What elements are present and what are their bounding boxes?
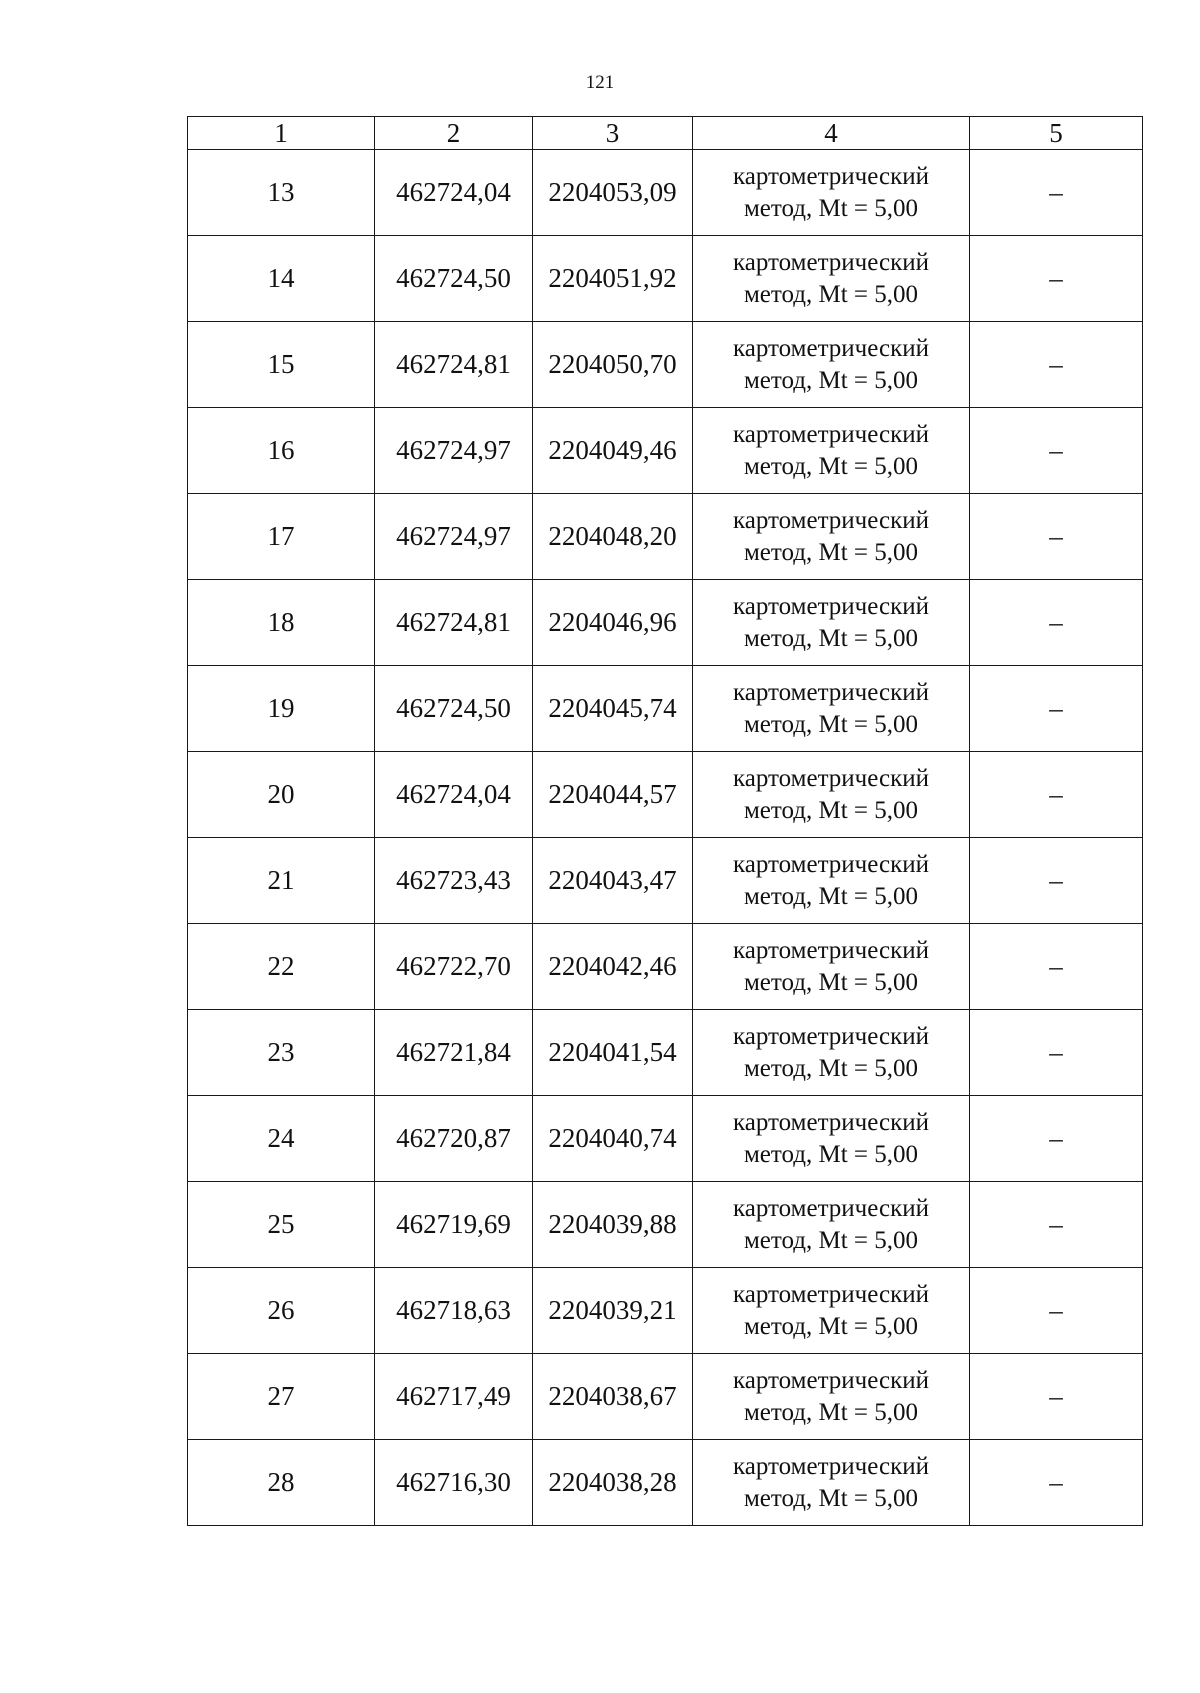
coordinates-table — [187, 116, 1143, 1526]
table-row — [188, 1440, 1143, 1526]
note-cell: – — [970, 1354, 1143, 1440]
method-line-1: картометрический — [733, 850, 929, 878]
page-number: 121 — [585, 72, 615, 93]
method-cell — [693, 1268, 970, 1354]
method-cell — [693, 1440, 970, 1526]
x-coordinate-cell: 462720,87 — [375, 1096, 533, 1182]
y-coordinate-cell: 2204040,74 — [533, 1096, 693, 1182]
header-col-2: 2 — [375, 117, 533, 150]
method-line-1: картометрический — [733, 1108, 929, 1136]
method-line-2: метод, Mt = 5,00 — [743, 624, 919, 652]
note-cell: – — [970, 1010, 1143, 1096]
x-coordinate-cell: 462716,30 — [375, 1440, 533, 1526]
y-coordinate-cell: 2204038,28 — [533, 1440, 693, 1526]
point-number-cell: 22 — [188, 924, 375, 1010]
x-coordinate-cell: 462724,50 — [375, 666, 533, 752]
method-line-1: картометрический — [733, 936, 929, 964]
header-col-3: 3 — [533, 117, 693, 150]
method-line-2: метод, Mt = 5,00 — [743, 366, 919, 394]
point-number-cell: 15 — [188, 322, 375, 408]
point-number-cell: 28 — [188, 1440, 375, 1526]
method-cell — [693, 494, 970, 580]
table-row — [188, 924, 1143, 1010]
table-body — [188, 150, 1143, 1526]
note-cell: – — [970, 150, 1143, 236]
table-row — [188, 666, 1143, 752]
method-line-2: метод, Mt = 5,00 — [743, 538, 919, 566]
method-line-1: картометрический — [733, 248, 929, 276]
header-col-5: 5 — [970, 117, 1143, 150]
table-row — [188, 408, 1143, 494]
point-number-cell: 16 — [188, 408, 375, 494]
table-row — [188, 1096, 1143, 1182]
x-coordinate-cell: 462724,97 — [375, 494, 533, 580]
method-line-1: картометрический — [733, 764, 929, 792]
y-coordinate-cell: 2204043,47 — [533, 838, 693, 924]
method-cell — [693, 580, 970, 666]
x-coordinate-cell: 462724,81 — [375, 322, 533, 408]
y-coordinate-cell: 2204051,92 — [533, 236, 693, 322]
table-row — [188, 1182, 1143, 1268]
method-cell — [693, 1182, 970, 1268]
method-line-2: метод, Mt = 5,00 — [743, 1054, 919, 1082]
point-number-cell: 27 — [188, 1354, 375, 1440]
method-line-1: картометрический — [733, 1452, 929, 1480]
table-row — [188, 322, 1143, 408]
point-number-cell: 23 — [188, 1010, 375, 1096]
method-line-2: метод, Mt = 5,00 — [743, 280, 919, 308]
x-coordinate-cell: 462724,04 — [375, 752, 533, 838]
note-cell: – — [970, 322, 1143, 408]
x-coordinate-cell: 462723,43 — [375, 838, 533, 924]
method-line-2: метод, Mt = 5,00 — [743, 1312, 919, 1340]
x-coordinate-cell: 462724,97 — [375, 408, 533, 494]
table-header-row — [188, 117, 1143, 150]
note-cell: – — [970, 924, 1143, 1010]
point-number-cell: 24 — [188, 1096, 375, 1182]
note-cell: – — [970, 494, 1143, 580]
y-coordinate-cell: 2204046,96 — [533, 580, 693, 666]
method-line-1: картометрический — [733, 420, 929, 448]
point-number-cell: 17 — [188, 494, 375, 580]
method-cell — [693, 150, 970, 236]
method-cell — [693, 1354, 970, 1440]
method-line-2: метод, Mt = 5,00 — [743, 710, 919, 738]
table-row — [188, 150, 1143, 236]
table-row — [188, 236, 1143, 322]
note-cell: – — [970, 1268, 1143, 1354]
table-row — [188, 752, 1143, 838]
x-coordinate-cell: 462717,49 — [375, 1354, 533, 1440]
note-cell: – — [970, 666, 1143, 752]
point-number-cell: 13 — [188, 150, 375, 236]
table-row — [188, 1354, 1143, 1440]
y-coordinate-cell: 2204039,88 — [533, 1182, 693, 1268]
method-line-2: метод, Mt = 5,00 — [743, 452, 919, 480]
method-line-2: метод, Mt = 5,00 — [743, 1398, 919, 1426]
method-line-2: метод, Mt = 5,00 — [743, 882, 919, 910]
method-line-2: метод, Mt = 5,00 — [743, 1140, 919, 1168]
point-number-cell: 14 — [188, 236, 375, 322]
x-coordinate-cell: 462722,70 — [375, 924, 533, 1010]
x-coordinate-cell: 462718,63 — [375, 1268, 533, 1354]
note-cell: – — [970, 1440, 1143, 1526]
method-cell — [693, 236, 970, 322]
table-row — [188, 1268, 1143, 1354]
note-cell: – — [970, 580, 1143, 666]
y-coordinate-cell: 2204041,54 — [533, 1010, 693, 1096]
y-coordinate-cell: 2204042,46 — [533, 924, 693, 1010]
y-coordinate-cell: 2204049,46 — [533, 408, 693, 494]
method-cell — [693, 838, 970, 924]
y-coordinate-cell: 2204044,57 — [533, 752, 693, 838]
y-coordinate-cell: 2204045,74 — [533, 666, 693, 752]
point-number-cell: 18 — [188, 580, 375, 666]
y-coordinate-cell: 2204050,70 — [533, 322, 693, 408]
note-cell: – — [970, 236, 1143, 322]
method-line-1: картометрический — [733, 162, 929, 190]
method-cell — [693, 1096, 970, 1182]
point-number-cell: 26 — [188, 1268, 375, 1354]
method-line-1: картометрический — [733, 1280, 929, 1308]
point-number-cell: 25 — [188, 1182, 375, 1268]
table-row — [188, 838, 1143, 924]
method-line-2: метод, Mt = 5,00 — [743, 194, 919, 222]
x-coordinate-cell: 462724,50 — [375, 236, 533, 322]
method-cell — [693, 924, 970, 1010]
method-line-1: картометрический — [733, 334, 929, 362]
point-number-cell: 21 — [188, 838, 375, 924]
method-cell — [693, 322, 970, 408]
method-line-2: метод, Mt = 5,00 — [743, 1484, 919, 1512]
method-line-2: метод, Mt = 5,00 — [743, 796, 919, 824]
method-cell — [693, 752, 970, 838]
method-line-2: метод, Mt = 5,00 — [743, 968, 919, 996]
note-cell: – — [970, 752, 1143, 838]
point-number-cell: 19 — [188, 666, 375, 752]
point-number-cell: 20 — [188, 752, 375, 838]
method-cell — [693, 666, 970, 752]
table-row — [188, 580, 1143, 666]
note-cell: – — [970, 1096, 1143, 1182]
note-cell: – — [970, 1182, 1143, 1268]
x-coordinate-cell: 462724,04 — [375, 150, 533, 236]
y-coordinate-cell: 2204048,20 — [533, 494, 693, 580]
x-coordinate-cell: 462721,84 — [375, 1010, 533, 1096]
y-coordinate-cell: 2204038,67 — [533, 1354, 693, 1440]
y-coordinate-cell: 2204053,09 — [533, 150, 693, 236]
method-line-2: метод, Mt = 5,00 — [743, 1226, 919, 1254]
table-row — [188, 1010, 1143, 1096]
note-cell: – — [970, 838, 1143, 924]
method-line-1: картометрический — [733, 1366, 929, 1394]
header-col-4: 4 — [693, 117, 970, 150]
x-coordinate-cell: 462719,69 — [375, 1182, 533, 1268]
method-line-1: картометрический — [733, 1194, 929, 1222]
method-line-1: картометрический — [733, 678, 929, 706]
note-cell: – — [970, 408, 1143, 494]
method-line-1: картометрический — [733, 1022, 929, 1050]
method-line-1: картометрический — [733, 592, 929, 620]
y-coordinate-cell: 2204039,21 — [533, 1268, 693, 1354]
table-row — [188, 494, 1143, 580]
x-coordinate-cell: 462724,81 — [375, 580, 533, 666]
method-cell — [693, 1010, 970, 1096]
header-col-1: 1 — [188, 117, 375, 150]
method-line-1: картометрический — [733, 506, 929, 534]
method-cell — [693, 408, 970, 494]
